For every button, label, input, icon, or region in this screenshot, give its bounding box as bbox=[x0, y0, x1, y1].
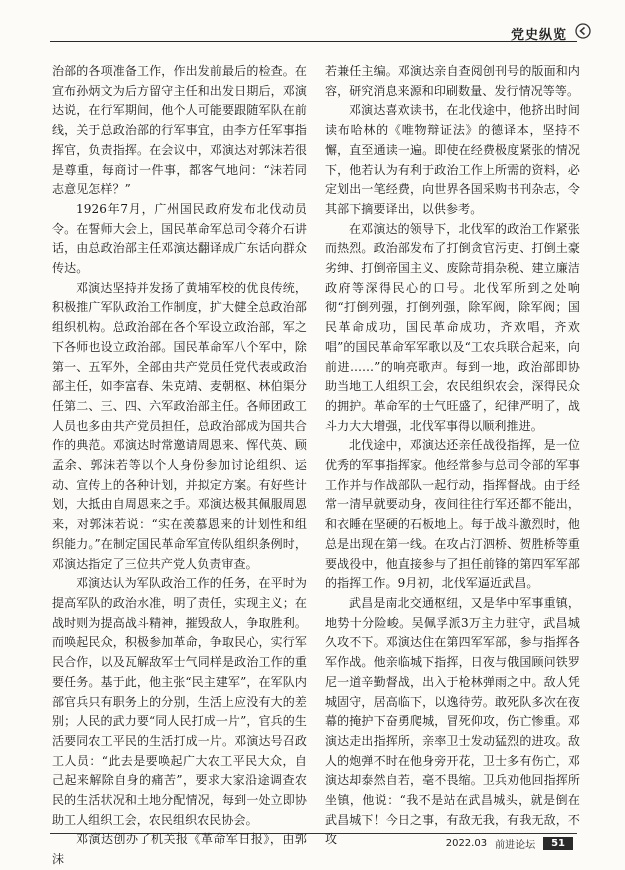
left-column bbox=[52, 62, 307, 867]
paragraph: 武昌是南北交通枢纽，又是华中军事重镇，地势十分险峻。吴佩孚派3万主力驻守，武昌城久攻不下。邓演达住在第四军军部，参与指挥各军作战。他亲临城下指挥，日夜与俄国顾问铁罗尼一道辛勤督战，出入于枪林弹雨之中。敌人凭城固守，居高临下，以逸待劳。敢死队多次在夜幕的掩护下奋勇爬城，冒死仰攻，伤亡惨重。邓演达走出指挥所，亲率卫士发动猛烈的进攻。敌人的炮弹不时在他身旁开花，卫士多有伤亡，邓演达却泰然自若，毫不畏缩。卫兵劝他回指挥所坐镇，他说：“我不是站在武昌城头，就是倒在武昌城下！今日之事，有敌无我，有我无敌，不攻 bbox=[325, 595, 580, 847]
page-footer bbox=[446, 835, 573, 851]
header-rule bbox=[50, 41, 577, 42]
paragraph: 若兼任主编。邓演达亲自查阅创刊号的版面和内容，研究消息来源和印刷数量、发行情况等等。 bbox=[325, 64, 580, 98]
issue-date: 2022.03 bbox=[445, 837, 488, 849]
page-header bbox=[0, 12, 625, 42]
paragraph: 邓演达创办了机关报《革命军日报》，由郭沫 bbox=[52, 832, 307, 867]
paragraph: 在邓演达的领导下，北伐军的政治工作紧张而热烈。政治部发布了打倒贪官污吏、打倒土豪劣绅、打倒帝国主义、废除苛捐杂税、建立廉洁政府等深得民心的口号。北伐军所到之处响彻“打倒列强，打倒列强，除军阀，除军阀；国民革命成功，国民革命成功，齐欢唱，齐欢唱”的国民革命军军歌以及“工农兵联合起来，向前进……”的响亮歌声。每到一地，政治部即协助当地工人组织工会，农民组织农会，深得民众的拥护。革命军的士气旺盛了，纪律严明了，战斗力大大增强，北伐军事得以顺利推进。 bbox=[325, 221, 580, 433]
paragraph: 邓演达喜欢读书，在北伐途中，他挤出时间读布哈林的《唯物辩证法》的德译本，坚持不懈，直至通读一遍。即使在经费极度紧张的情况下，他若认为有利于政治工作上所需的资料，必定划出一笔经费，向世界各国采购书刊杂志，令其部下摘要译出，以供参考。 bbox=[325, 103, 580, 216]
paragraph: 邓演达坚持并发扬了黄埔军校的优良传统，积极推广军队政治工作制度，扩大健全总政治部组织机构。总政治部在各个军设立政治部，军之下各师也设立政治部。国民革命军八个军中，除第一、五军外，全部由共产党员任党代表或政治部主任，如李富春、朱克靖、麦朝枢、林伯渠分任第二、三、四、六军政治部主任。各师团政工人员也多由共产党员担任，总政治部成为国共合作的典范。邓演达时常邀请周恩来、恽代英、顾孟余、郭沫若等以个人身份参加讨论组织、运动、宣传上的各种计划，并拟定方案。有好些计划，大抵由自周恩来之手。邓演达极其佩服周恩来，对郭沫若说：“实在羡慕恩来的计划性和组织能力。”在制定国民革命军宣传队组织条例时，邓演达指定了三位共产党人负责审查。 bbox=[52, 280, 307, 571]
section-title: 党史纵览 bbox=[510, 28, 567, 43]
back-arrow-icon[interactable] bbox=[575, 23, 591, 39]
paragraph: 治部的各项准备工作，作出发前最后的检查。在宣布孙炳文为后方留守主任和出发日期后，邓演达说，在行军期间，他个人可能要跟随军队在前线，关于总政治部的行军事宜，由李方任军事指挥官，负责指挥。在会议中，邓演达对郭沫若很是尊重，每商讨一件事，都客气地问：“沫若同志意见怎样？” bbox=[52, 64, 307, 197]
paragraph: 北伐途中，邓演达还亲任战役指挥，是一位优秀的军事指挥家。他经常参与总司令部的军事工作并与作战部队一起行动，指挥督战。由于经常一清早就要动身，夜间往往行军还都不能出，和衣睡在坚硬的石板地上。每于战斗激烈时，他总是出现在第一线。在攻占汀泗桥、贺胜桥等重要战役中，他直接参与了担任前锋的第四军军部的指挥工作。9月初，北伐军逼近武昌。 bbox=[325, 438, 580, 591]
page-number: 51 bbox=[543, 837, 573, 850]
paragraph: 邓演达认为军队政治工作的任务，在平时为提高军队的政治水准，明了责任，实现主义；在战时则为提高战斗精神，摧毁敌人，争取胜利。而唤起民众，积极参加革命，争取民心，实行军民合作，以及瓦解敌军士气同样是政治工作的重要任务。基于此，他主张“民主建军”，在军队内部官兵只有职务上的分别，生活上应没有大的差别；人民的武力要“同人民打成一片”，官兵的生活要同农工平民的生活打成一片。邓演达号召政工人员：“此去是要唤起广大农工平民大众，自己起来解除自身的痛苦”，要求大家沿途调查农民的生活状况和土地分配情况，每到一处立即协助工人组织工会，农民组织农民协会。 bbox=[52, 576, 307, 827]
paragraph: 1926年7月，广州国民政府发布北伐动员令。在誓师大会上，国民革命军总司令蒋介石讲话，由总政治部主任邓演达翻译成广东话向群众传达。 bbox=[52, 201, 307, 276]
journal-name: 前进论坛 bbox=[495, 839, 536, 851]
footer-rule bbox=[50, 833, 577, 834]
